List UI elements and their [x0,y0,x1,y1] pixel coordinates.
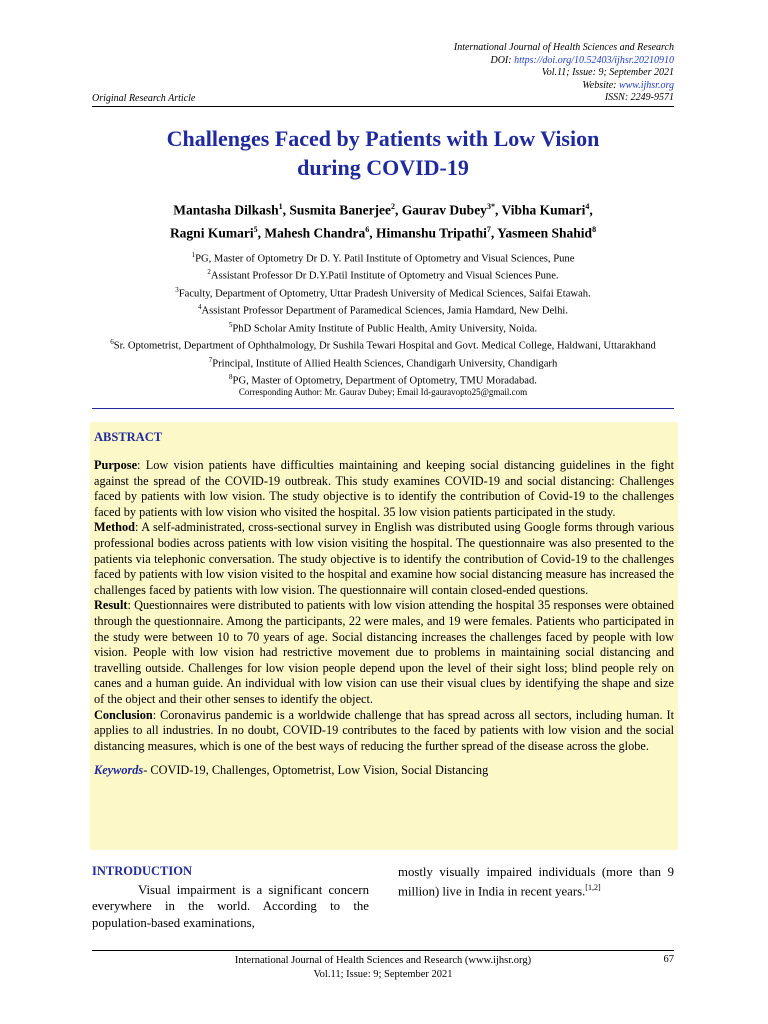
affiliation-item: $^1$PG, Master of Optometry Dr D. Y. Patil Institute of Optometry and Visual Sciences, Pune [191,251,575,265]
abstract-heading: ABSTRACT [94,430,163,444]
page-number: 67 [663,954,674,965]
abstract-purpose: Purpose: Low vision patients have difficulties maintaining and keeping social distancing guidelines in the fight against the spread of the COVID-19 outbreak. This study examines COVID-19 and social distancing: Challenges faced by patients with low vision. The study objective is to identify the contribution of Covid-19 to the challenges faced by patients with low vision who visited the hospital. 35 low vision patients participated in the study. [94,458,674,519]
article-type: Original Research Article [92,93,196,104]
section-rule [92,408,674,409]
website-link[interactable]: www.ijhsr.org [618,79,674,91]
doi-link[interactable]: https://doi.org/10.52403/ijhsr.20210910 [514,54,674,66]
affiliation-item: $^2$Assistant Professor Dr D.Y.Patil Institute of Optometry and Visual Sciences Pune. [207,268,559,282]
corresponding-author: Corresponding Author: Mr. Gaurav Dubey; Email Id-gauravopto25@gmail.com [238,387,528,397]
journal-name: International Journal of Health Sciences and Research [453,42,674,53]
journal-header [454,42,674,105]
citation: [1,2] [585,883,601,893]
left-column [92,864,369,931]
affiliation-item: $^6$Sr. Optometrist, Department of Ophthalmology, Dr Sushila Tewari Hospital and Govt. Medical College, Haldwani, Uttarakhand [110,338,656,352]
abstract-method: Method: A self-administrated, cross-sectional survey in English was distributed using Google forms through various professional bodies across patients with low vision visiting the hospital. The questionnaire was also presented to the patients via telephonic conversation. The study objective is to identify the contribution of Covid-19 to the challenges faced by patients with low vision visited to the hospital and examine how social distancing measure has increased the challenges faced by patients with low vision. The questionnaire will contain closed-ended questions. [94,520,674,597]
intro-heading: INTRODUCTION [92,864,193,878]
right-column [398,864,674,900]
affiliation-list [92,249,674,389]
abstract-conclusion: Conclusion: Coronavirus pandemic is a worldwide challenge that has spread across all sectors, including human. It applies to all industries. In no doubt, COVID-19 contributes to the faced by patients with low vision and the social distancing measures, which is one of the best ways of reducing the further spread of the disease across the globe. [94,707,674,753]
abstract-body [94,458,674,754]
author-list [92,197,674,242]
footer: International Journal of Health Sciences and Research (www.ijhsr.org) Vol.11; Issue: 9; September 2021 [234,955,532,980]
website-line: Website: www.ijhsr.org [582,79,674,91]
author-line-2: Ragni Kumari$^5$, Mahesh Chandra$^6$, Himanshu Tripathi$^7$, Yasmeen Shahid$^8$ [169,224,597,240]
abstract-box [90,422,678,850]
author-line-1: Mantasha Dilkash$^1$, Susmita Banerjee$^2$, Gaurav Dubey$^{3*}$, Vibha Kumari$^4$, [173,202,593,218]
affiliation-item: $^5$PhD Scholar Amity Institute of Public Health, Amity University, Noida. [228,320,538,335]
footer-rule [92,950,674,951]
affiliation-item: $^3$Faculty, Department of Optometry, Uttar Pradesh University of Medical Sciences, Saifai Etawah. [175,285,591,300]
affiliation-item: $^7$Principal, Institute of Allied Health Sciences, Chandigarh University, Chandigarh [208,355,558,370]
abstract-result: Result: Questionnaires were distributed to patients with low vision attending the hospital 35 responses were obtained through the questionnaire. Among the participants, 22 were males, and 19 were females. Patients who participated in the study were between 10 to 70 years of age. Social distancing increases the challenges faced by people with low vision. People with low vision had restrictive movement due to problems in maintaining social distancing and travelling outside. Challenges for low vision people depend upon the level of their sight loss; blind people rely on canes and a human guide. An individual with low vision can use their visual clues by identifying the shape and size of the object and their other senses to identify the object. [94,598,674,706]
paper-title: Challenges Faced by Patients with Low Vision during COVID-19 [166,126,600,180]
volume-line: Vol.11; Issue: 9; September 2021 [541,67,674,78]
keywords: Keywords- COVID-19, Challenges, Optometrist, Low Vision, Social Distancing [94,763,489,778]
affiliation-item: $^4$Assistant Professor Department of Paramedical Sciences, Jamia Hamdard, New Delhi. [197,303,569,317]
intro-paragraph-continued: mostly visually impaired individuals (more than 9 million) live in India in recent years.[1,2] [398,865,674,899]
affiliation-item: $^8$PG, Master of Optometry, Department of Optometry, TMU Moradabad. [229,373,537,387]
doi-line: DOI: https://doi.org/10.52403/ijhsr.20210910 [490,54,674,66]
intro-paragraph: Visual impairment is a significant concern everywhere in the world. According to the population-based examinations, [92,883,369,930]
header-rule [92,106,674,107]
issn-line: ISSN: 2249-9571 [604,92,674,103]
